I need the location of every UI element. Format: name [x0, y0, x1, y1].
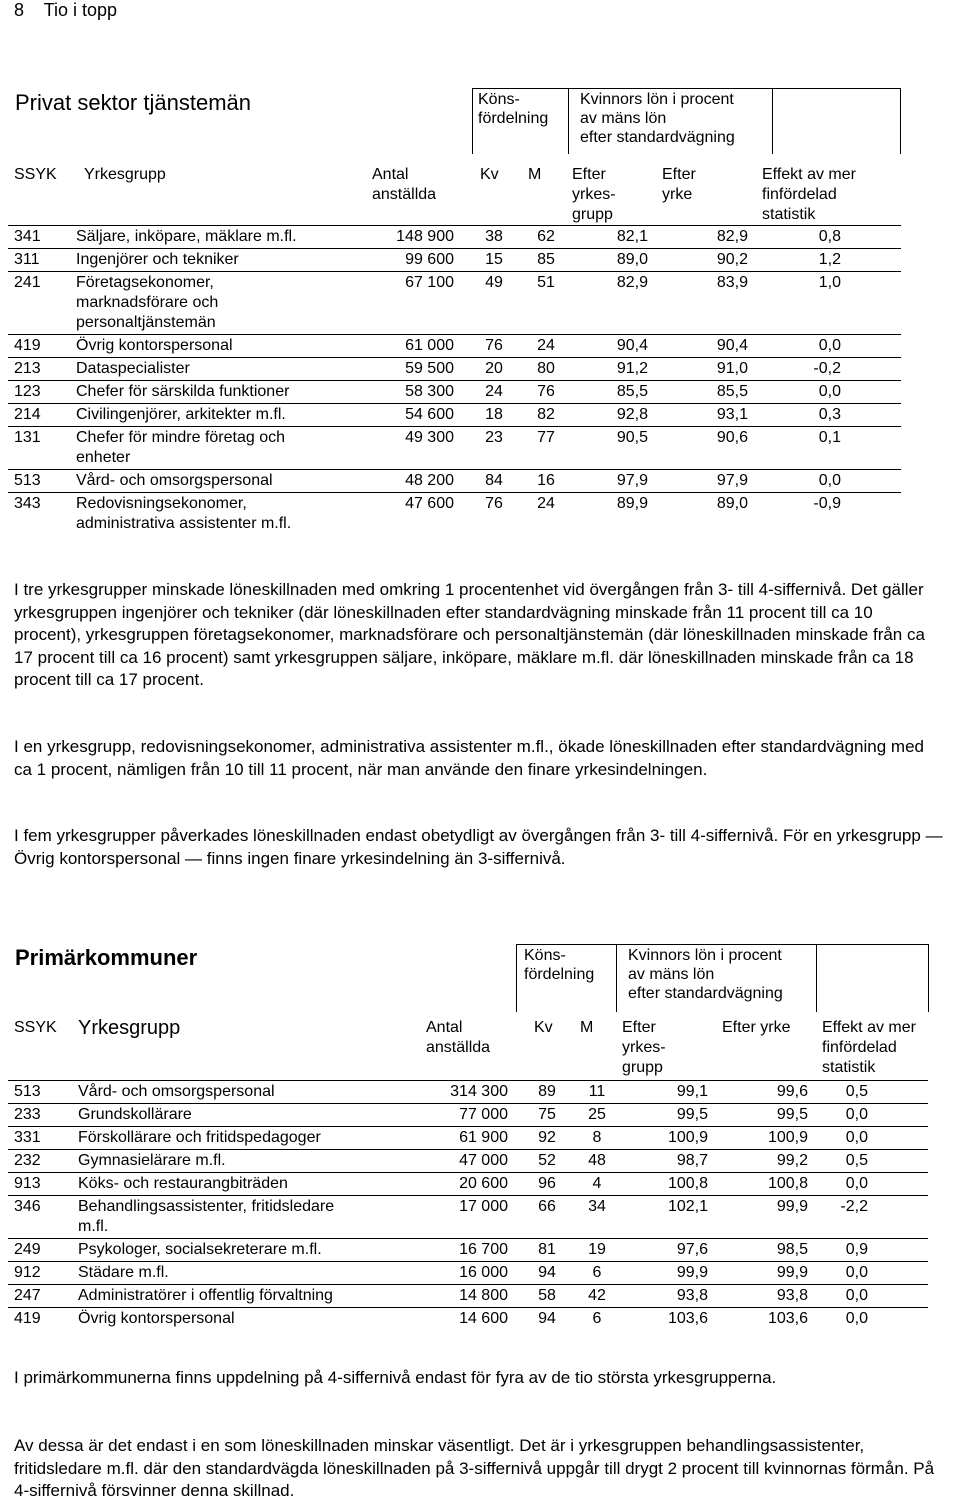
efter-yrke-cell: 99,9: [722, 1195, 822, 1238]
col-kv: Kv: [480, 166, 499, 183]
col-antal: Antal anställda: [426, 1019, 491, 1056]
table-row: [8, 1195, 928, 1238]
efter-yrke-cell: 99,5: [722, 1103, 822, 1126]
effekt-cell: 1,2: [762, 249, 901, 272]
table-row: [8, 1080, 928, 1103]
efter-yrkesgrupp-cell: 99,9: [622, 1261, 722, 1284]
ssyk-cell: 419: [8, 1307, 78, 1330]
yrkesgrupp-cell: Chefer för mindre företag och enheter: [76, 427, 372, 470]
kv-cell: 94: [522, 1261, 572, 1284]
antal-cell: 61 000: [372, 335, 468, 358]
antal-cell: 14 600: [426, 1307, 522, 1330]
body-paragraph: Av dessa är det endast i en som löneskillnaden minskar väsentligt. Det är i yrkesgruppen behandlingsassistenter, fritidsledare m.fl. där den standardvägda löneskillnaden på 3-siffernivå uppgår till drygt 2 procent till kvinnornas förmån. På 4-siffernivå försvinner denna skillnad.: [14, 1436, 935, 1500]
body-paragraph: I primärkommunerna finns uppdelning på 4-siffernivå endast för fyra av de tio största yrkesgrupperna.: [14, 1368, 777, 1387]
efter-yrkesgrupp-cell: 92,8: [572, 404, 662, 427]
table-row: [8, 272, 901, 335]
ssyk-cell: 131: [8, 427, 76, 470]
body-paragraph: I en yrkesgrupp, redovisningsekonomer, administrativa assistenter m.fl., ökade löneskillnaden efter standardvägning med ca 1 procent, nämligen från 10 till 11 procent, när man använde den finare yrkesindelningen.: [14, 737, 924, 779]
kv-cell: 92: [522, 1126, 572, 1149]
page-header: 8 Tio i topp: [14, 0, 118, 20]
kv-cell: 76: [468, 493, 520, 536]
efter-yrkesgrupp-cell: 99,5: [622, 1103, 722, 1126]
kv-cell: 94: [522, 1307, 572, 1330]
m-cell: 6: [572, 1307, 622, 1330]
m-cell: 42: [572, 1284, 622, 1307]
efter-yrke-cell: 90,4: [662, 335, 762, 358]
col-kv: Kv: [534, 1019, 553, 1036]
col-efter-yrkesgrupp: Efter yrkes- grupp: [622, 1019, 666, 1076]
yrkesgrupp-cell: Dataspecialister: [76, 358, 372, 381]
kv-cell: 81: [522, 1238, 572, 1261]
body-paragraph: I tre yrkesgrupper minskade löneskillnaden med omkring 1 procentenhet vid övergången från 3- till 4-siffernivå. Det gäller yrkesgruppen ingenjörer och tekniker (där löneskillnaden efter standardvägning minskade från 11 procent till ca 10 procent), yrkesgruppen företagsekonomer, marknadsförare och personaltjänstemän (där löneskillnaden minskade från ca 17 procent till ca 16 procent) samt yrkesgruppen säljare, inköpare, mäklare m.fl. där löneskillnaden minskade från ca 18 procent till ca 17 procent.: [14, 580, 925, 689]
yrkesgrupp-cell: Övrig kontorspersonal: [76, 335, 372, 358]
col-ssyk: SSYK: [14, 1019, 57, 1036]
col-efter-yrkesgrupp: Efter yrkes- grupp: [572, 166, 616, 223]
antal-cell: 20 600: [426, 1172, 522, 1195]
m-cell: 77: [520, 427, 572, 470]
effekt-cell: -2,2: [822, 1195, 928, 1238]
antal-cell: 77 000: [426, 1103, 522, 1126]
kv-cell: 89: [522, 1080, 572, 1103]
ssyk-cell: 247: [8, 1284, 78, 1307]
col-effekt: Effekt av mer finfördelad statistik: [822, 1019, 916, 1076]
effekt-cell: 0,0: [822, 1261, 928, 1284]
ssyk-cell: 241: [8, 272, 76, 335]
col-efter-yrke: Efter yrke: [722, 1019, 791, 1036]
efter-yrke-cell: 99,2: [722, 1149, 822, 1172]
section-title: Privat sektor tjänstemän: [15, 90, 251, 115]
effekt-cell: 0,0: [762, 470, 901, 493]
yrkesgrupp-cell: Gymnasielärare m.fl.: [78, 1149, 426, 1172]
effekt-cell: 0,0: [762, 335, 901, 358]
efter-yrke-cell: 93,1: [662, 404, 762, 427]
m-cell: 48: [572, 1149, 622, 1172]
table-row: [8, 1149, 928, 1172]
table-row: [8, 1284, 928, 1307]
table-row: [8, 381, 901, 404]
antal-cell: 61 900: [426, 1126, 522, 1149]
section-title: Primärkommuner: [15, 945, 198, 970]
ssyk-cell: 214: [8, 404, 76, 427]
m-cell: 85: [520, 249, 572, 272]
ssyk-cell: 913: [8, 1172, 78, 1195]
table-row: [8, 427, 901, 470]
effekt-cell: 0,0: [822, 1103, 928, 1126]
efter-yrke-cell: 103,6: [722, 1307, 822, 1330]
yrkesgrupp-cell: Civilingenjörer, arkitekter m.fl.: [76, 404, 372, 427]
col-m: M: [580, 1019, 594, 1036]
efter-yrkesgrupp-cell: 93,8: [622, 1284, 722, 1307]
table-row: [8, 1126, 928, 1149]
table-row: [8, 335, 901, 358]
effekt-cell: 1,0: [762, 272, 901, 335]
efter-yrke-cell: 93,8: [722, 1284, 822, 1307]
effekt-cell: 0,1: [762, 427, 901, 470]
ssyk-cell: 912: [8, 1261, 78, 1284]
m-cell: 80: [520, 358, 572, 381]
effekt-cell: 0,3: [762, 404, 901, 427]
antal-cell: 67 100: [372, 272, 468, 335]
antal-cell: 14 800: [426, 1284, 522, 1307]
m-cell: 76: [520, 381, 572, 404]
efter-yrkesgrupp-cell: 98,7: [622, 1149, 722, 1172]
effekt-cell: 0,5: [822, 1149, 928, 1172]
efter-yrke-cell: 100,8: [722, 1172, 822, 1195]
effekt-cell: 0,0: [762, 381, 901, 404]
efter-yrke-cell: 85,5: [662, 381, 762, 404]
yrkesgrupp-cell: Grundskollärare: [78, 1103, 426, 1126]
ssyk-cell: 213: [8, 358, 76, 381]
ssyk-cell: 419: [8, 335, 76, 358]
efter-yrke-cell: 90,6: [662, 427, 762, 470]
yrkesgrupp-cell: Övrig kontorspersonal: [78, 1307, 426, 1330]
efter-yrkesgrupp-cell: 97,9: [572, 470, 662, 493]
m-cell: 4: [572, 1172, 622, 1195]
antal-cell: 17 000: [426, 1195, 522, 1238]
yrkesgrupp-cell: Företagsekonomer, marknadsförare och personaltjänstemän: [76, 272, 372, 335]
antal-cell: 16 700: [426, 1238, 522, 1261]
antal-cell: 47 600: [372, 493, 468, 536]
col-efter-yrke: Efter yrke: [662, 166, 696, 203]
kv-cell: 84: [468, 470, 520, 493]
efter-yrkesgrupp-cell: 99,1: [622, 1080, 722, 1103]
efter-yrke-cell: 99,6: [722, 1080, 822, 1103]
body-paragraph: I fem yrkesgrupper påverkades löneskillnaden endast obetydligt av övergången från 3- till 4-siffernivå. För en yrkesgrupp — Övrig kontorspersonal — finns ingen finare yrkesindelning än 3-siffernivå.: [14, 826, 943, 868]
group-header-kons: Köns- fördelning: [524, 947, 595, 983]
table-row: [8, 1103, 928, 1126]
ssyk-cell: 343: [8, 493, 76, 536]
yrkesgrupp-cell: Köks- och restaurangbiträden: [78, 1172, 426, 1195]
yrkesgrupp-cell: Psykologer, socialsekreterare m.fl.: [78, 1238, 426, 1261]
efter-yrke-cell: 90,2: [662, 249, 762, 272]
table-row: [8, 404, 901, 427]
efter-yrkesgrupp-cell: 89,0: [572, 249, 662, 272]
efter-yrke-cell: 82,9: [662, 226, 762, 249]
group-header-kons: Köns- fördelning: [478, 91, 549, 127]
m-cell: 24: [520, 335, 572, 358]
table-primarkommuner: [8, 1018, 928, 1330]
yrkesgrupp-cell: Chefer för särskilda funktioner: [76, 381, 372, 404]
antal-cell: 48 200: [372, 470, 468, 493]
efter-yrkesgrupp-cell: 100,8: [622, 1172, 722, 1195]
table-row: [8, 1238, 928, 1261]
ssyk-cell: 346: [8, 1195, 78, 1238]
ssyk-cell: 513: [8, 470, 76, 493]
m-cell: 82: [520, 404, 572, 427]
group-header-kvinnors-lon: Kvinnors lön i procent av mäns lön efter standardvägning: [580, 91, 735, 146]
efter-yrkesgrupp-cell: 89,9: [572, 493, 662, 536]
kv-cell: 38: [468, 226, 520, 249]
m-cell: 24: [520, 493, 572, 536]
efter-yrkesgrupp-cell: 90,4: [572, 335, 662, 358]
m-cell: 62: [520, 226, 572, 249]
m-cell: 19: [572, 1238, 622, 1261]
yrkesgrupp-cell: Ingenjörer och tekniker: [76, 249, 372, 272]
yrkesgrupp-cell: Städare m.fl.: [78, 1261, 426, 1284]
efter-yrkesgrupp-cell: 91,2: [572, 358, 662, 381]
table-row: [8, 226, 901, 249]
efter-yrke-cell: 100,9: [722, 1126, 822, 1149]
effekt-cell: 0,0: [822, 1172, 928, 1195]
col-ssyk: SSYK: [14, 166, 57, 183]
efter-yrkesgrupp-cell: 82,9: [572, 272, 662, 335]
m-cell: 51: [520, 272, 572, 335]
antal-cell: 59 500: [372, 358, 468, 381]
efter-yrkesgrupp-cell: 90,5: [572, 427, 662, 470]
effekt-cell: -0,9: [762, 493, 901, 536]
antal-cell: 54 600: [372, 404, 468, 427]
table-row: [8, 493, 901, 536]
kv-cell: 15: [468, 249, 520, 272]
efter-yrkesgrupp-cell: 100,9: [622, 1126, 722, 1149]
table-row: [8, 1172, 928, 1195]
ssyk-cell: 331: [8, 1126, 78, 1149]
yrkesgrupp-cell: Redovisningsekonomer, administrativa assistenter m.fl.: [76, 493, 372, 536]
efter-yrkesgrupp-cell: 97,6: [622, 1238, 722, 1261]
col-yrkesgrupp: Yrkesgrupp: [84, 166, 166, 183]
antal-cell: 314 300: [426, 1080, 522, 1103]
yrkesgrupp-cell: Säljare, inköpare, mäklare m.fl.: [76, 226, 372, 249]
efter-yrkesgrupp-cell: 85,5: [572, 381, 662, 404]
efter-yrke-cell: 99,9: [722, 1261, 822, 1284]
ssyk-cell: 249: [8, 1238, 78, 1261]
ssyk-cell: 311: [8, 249, 76, 272]
antal-cell: 99 600: [372, 249, 468, 272]
effekt-cell: 0,8: [762, 226, 901, 249]
col-antal: Antal anställda: [372, 166, 437, 203]
kv-cell: 66: [522, 1195, 572, 1238]
kv-cell: 96: [522, 1172, 572, 1195]
m-cell: 11: [572, 1080, 622, 1103]
effekt-cell: 0,9: [822, 1238, 928, 1261]
col-effekt: Effekt av mer finfördelad statistik: [762, 166, 856, 223]
antal-cell: 47 000: [426, 1149, 522, 1172]
kv-cell: 49: [468, 272, 520, 335]
efter-yrke-cell: 83,9: [662, 272, 762, 335]
efter-yrke-cell: 89,0: [662, 493, 762, 536]
antal-cell: 16 000: [426, 1261, 522, 1284]
group-header-kvinnors-lon: Kvinnors lön i procent av mäns lön efter standardvägning: [628, 947, 783, 1002]
kv-cell: 23: [468, 427, 520, 470]
efter-yrke-cell: 98,5: [722, 1238, 822, 1261]
effekt-cell: 0,0: [822, 1307, 928, 1330]
efter-yrkesgrupp-cell: 103,6: [622, 1307, 722, 1330]
kv-cell: 52: [522, 1149, 572, 1172]
efter-yrkesgrupp-cell: 82,1: [572, 226, 662, 249]
antal-cell: 58 300: [372, 381, 468, 404]
efter-yrkesgrupp-cell: 102,1: [622, 1195, 722, 1238]
m-cell: 6: [572, 1261, 622, 1284]
yrkesgrupp-cell: Förskollärare och fritidspedagoger: [78, 1126, 426, 1149]
kv-cell: 58: [522, 1284, 572, 1307]
table-row: [8, 1307, 928, 1330]
yrkesgrupp-cell: Vård- och omsorgspersonal: [78, 1080, 426, 1103]
effekt-cell: 0,5: [822, 1080, 928, 1103]
yrkesgrupp-cell: Vård- och omsorgspersonal: [76, 470, 372, 493]
table-row: [8, 249, 901, 272]
table-row: [8, 470, 901, 493]
kv-cell: 24: [468, 381, 520, 404]
ssyk-cell: 232: [8, 1149, 78, 1172]
m-cell: 25: [572, 1103, 622, 1126]
ssyk-cell: 341: [8, 226, 76, 249]
antal-cell: 49 300: [372, 427, 468, 470]
yrkesgrupp-cell: Administratörer i offentlig förvaltning: [78, 1284, 426, 1307]
table-row: [8, 1261, 928, 1284]
effekt-cell: 0,0: [822, 1284, 928, 1307]
effekt-cell: 0,0: [822, 1126, 928, 1149]
kv-cell: 20: [468, 358, 520, 381]
col-yrkesgrupp: Yrkesgrupp: [78, 1017, 181, 1039]
kv-cell: 75: [522, 1103, 572, 1126]
antal-cell: 148 900: [372, 226, 468, 249]
ssyk-cell: 233: [8, 1103, 78, 1126]
col-m: M: [528, 166, 542, 183]
table-privat-sektor: [8, 165, 901, 535]
effekt-cell: -0,2: [762, 358, 901, 381]
efter-yrke-cell: 97,9: [662, 470, 762, 493]
kv-cell: 76: [468, 335, 520, 358]
m-cell: 34: [572, 1195, 622, 1238]
kv-cell: 18: [468, 404, 520, 427]
m-cell: 16: [520, 470, 572, 493]
ssyk-cell: 123: [8, 381, 76, 404]
m-cell: 8: [572, 1126, 622, 1149]
ssyk-cell: 513: [8, 1080, 78, 1103]
efter-yrke-cell: 91,0: [662, 358, 762, 381]
yrkesgrupp-cell: Behandlingsassistenter, fritidsledare m.fl.: [78, 1195, 426, 1238]
table-row: [8, 358, 901, 381]
